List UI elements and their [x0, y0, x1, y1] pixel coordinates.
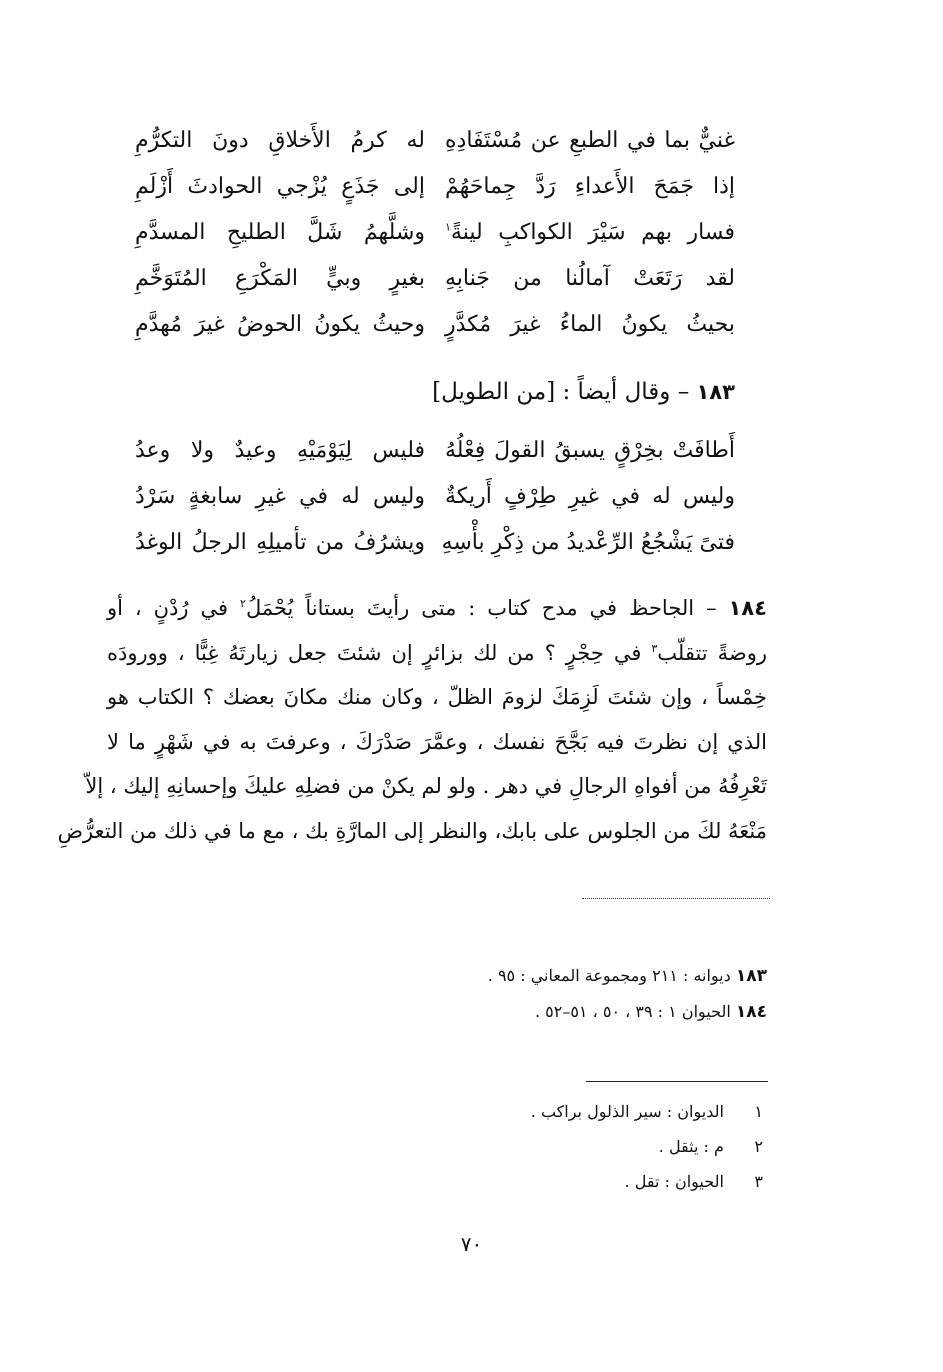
- first-hemistich: وليس له في غيرِ طِرْفٍ أَريكةٌ: [445, 484, 735, 509]
- line-text: روضةً تتقلّب: [657, 640, 767, 665]
- footnote: [531, 1164, 763, 1199]
- poem-2: [135, 428, 735, 566]
- poem-1-verse: [135, 256, 735, 302]
- poem-2-verse: [135, 520, 735, 566]
- second-hemistich: وحيثُ يكونُ الحوضُ غيرَ مُهدَّمِ: [135, 312, 425, 337]
- footnote: [531, 1129, 763, 1164]
- section-number: ١٨٤: [728, 596, 767, 620]
- first-hemistich: لقد رَتَعَتْ آمالُنا من جَنابِهِ: [445, 266, 735, 291]
- poem-1-verse: [135, 210, 735, 256]
- poem-1-verse: [135, 302, 735, 348]
- second-hemistich: وشلَّهمُ شَلَّ الطليحِ المسدَّمِ: [135, 220, 425, 245]
- footnote-text: الديوان : سير الذلول براكب .: [530, 1102, 724, 1121]
- paragraph-line: مَنْعَهُ لكَ من الجلوس على بابك، والنظر إلى المارَّةِ بك ، مع ما في ذلك من التعرُّضِ: [57, 818, 767, 843]
- paragraph-line: تَعْرِفُهُ من أفواهِ الرجالِ في دهر . ولو لم يكنْ من فضلِهِ عليكَ وإحسانِهِ إليك ، إلاّ: [85, 774, 767, 798]
- source-number: ١٨٤: [735, 1002, 767, 1022]
- poem-2-verse: [135, 428, 735, 474]
- first-hemistich: إذا جَمَحَ الأَعداءِ رَدَّ جِماحَهُمْ: [445, 174, 735, 199]
- first-hemistich: أَطافَتْ بخِرْقٍ يسبقُ القولَ فِعْلُهُ: [445, 438, 735, 463]
- source-text: الحيوان ١ : ٣٩ ، ٥٠ ، ٥١–٥٢ .: [534, 1002, 731, 1021]
- footnote: [531, 1094, 763, 1129]
- dotted-separator: [582, 898, 770, 899]
- footnote-marker: ٢: [240, 597, 246, 610]
- footnote-text: م : يثقل .: [658, 1137, 724, 1156]
- first-hemistich: بحيثُ يكونُ الماءُ غيرَ مُكدَّرٍ: [445, 312, 735, 337]
- poem-1: [135, 118, 735, 348]
- second-hemistich: له كرمُ الأَخلاقِ دونَ التكرُّمِ: [135, 128, 425, 153]
- footnote-number: ٢: [754, 1137, 763, 1156]
- footnote-number: ٣: [754, 1172, 763, 1191]
- footnotes: [531, 1094, 763, 1199]
- source-text: ديوانه : ٢١١ ومجموعة المعاني : ٩٥ .: [487, 966, 731, 985]
- paragraph-184: [57, 586, 767, 853]
- source-references: [488, 958, 767, 1030]
- section-heading-183: [432, 372, 735, 412]
- footnote-text: الحيوان : تقل .: [624, 1172, 724, 1191]
- second-hemistich: بغيرٍ وبيٍّ المَكْرَعِ المُتَوَخَّمِ: [135, 266, 425, 291]
- section-title: – وقال أيضاً : [من الطويل]: [432, 379, 690, 405]
- first-hemistich: [445, 210, 735, 256]
- paragraph-line: الذي إن نظرتَ فيه بَجَّحَ نفسك ، وعمَّرَ صَدْرَكَ ، وعرفتَ به في شَهْرٍ ما لا: [107, 729, 767, 754]
- line-text: في رُدْنٍ ، أو: [107, 596, 241, 620]
- hemistich-text: فسار بهم سَيْرَ الكواكبِ لينةً: [450, 220, 735, 245]
- poem-1-verse: [135, 118, 735, 164]
- footnote-number: ١: [754, 1102, 763, 1121]
- paragraph-line: [107, 586, 767, 631]
- source-reference: [488, 958, 767, 994]
- second-hemistich: إلى جَذَعٍ يُزْجي الحوادثَ أَزْلَمِ: [135, 174, 425, 199]
- second-hemistich: فليس لِيَوْمَيْهِ وعيدٌ ولا وعدُ: [135, 438, 425, 463]
- source-number: ١٨٣: [735, 966, 767, 986]
- line-text: – الجاحظ في مدح كتاب : متى رأيتَ بستاناً يُحْمَلُ: [245, 596, 717, 620]
- section-number: ١٨٣: [696, 380, 735, 404]
- paragraph-line: خِمْساً ، وإن شئتَ لَزِمَكَ لزومَ الظلّ ، وكان منك مكانَ بعضك ؟ الكتاب هو: [107, 685, 767, 709]
- paragraph-line: [107, 631, 767, 676]
- line-text: في حِجْرٍ ؟ من لك بزائرٍ إن شئتَ جعل زيارتَهُ غِبًّا ، وورودَه: [107, 640, 652, 665]
- poem-1-verse: [135, 164, 735, 210]
- footnote-marker: ٣: [651, 641, 658, 655]
- footnote-marker: ١: [445, 220, 451, 234]
- second-hemistich: وليس له في غيرِ سابغةٍ سَرْدُ: [135, 484, 425, 509]
- first-hemistich: غنيٌّ بما في الطبعِ عن مُسْتَفَادِهِ: [445, 128, 735, 153]
- page-number: ٧٠: [460, 1232, 483, 1256]
- first-hemistich: فتىً يَشْجُعُ الرِّعْديدُ من ذِكْرِ بأْسِهِ: [441, 530, 735, 555]
- second-hemistich: ويشرُفُ من تأميلِهِ الرجلُ الوغدُ: [135, 530, 425, 555]
- source-reference: [488, 994, 767, 1030]
- footnote-rule: [586, 1081, 768, 1082]
- poem-2-verse: [135, 474, 735, 520]
